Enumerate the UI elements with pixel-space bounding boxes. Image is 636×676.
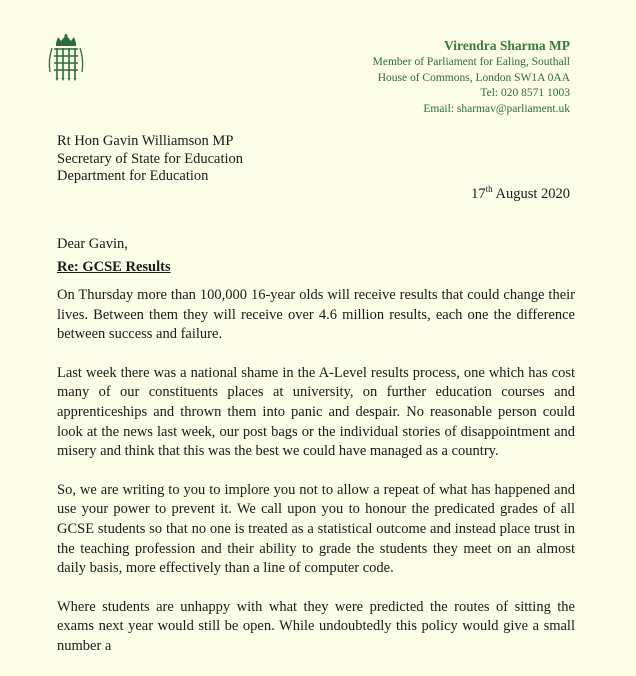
recipient-title: Secretary of State for Education xyxy=(57,150,244,167)
body-paragraph: Last week there was a national shame in the A-Level results process, one which has cost many of our constituents places at university, on further education courses and apprenticeships and thrown them into panic and despair. No reasonable person could look at the news last week, our post bags or the individual stories of disappointment and misery and think that this was the best we could have managed as a country. xyxy=(57,364,575,460)
sender-address: House of Commons, London SW1A 0AA xyxy=(377,71,570,84)
sender-email: Email: sharmav@parliament.uk xyxy=(423,102,570,115)
date-day: 17 xyxy=(471,186,486,202)
letter-body xyxy=(57,286,575,676)
body-paragraph: On Thursday more than 100,000 16-year olds will receive results that could change their lives. Between them they will receive over 4.6 million results, each one the difference between success and failure. xyxy=(57,287,575,343)
recipient-name: Rt Hon Gavin Williamson MP xyxy=(57,133,234,149)
sender-name: Virendra Sharma MP xyxy=(444,38,570,53)
recipient-department: Department for Education xyxy=(57,168,209,184)
letter-date xyxy=(471,186,570,203)
subject-line: Re: GCSE Results xyxy=(57,259,171,275)
body-paragraph: Where students are unhappy with what they were predicted the routes of sitting the exams next year would still be open. While undoubtedly this policy would give a small number a xyxy=(57,598,575,654)
sender-tel: Tel: 020 8571 1003 xyxy=(480,87,570,99)
recipient-block xyxy=(57,133,243,186)
date-suffix: th xyxy=(485,184,493,195)
body-paragraph: So, we are writing to you to implore you not to allow a repeat of what has happened and use your power to prevent it. We call upon you to honour the predicated grades of all GCSE students so that no one is treated as a statistical outcome and instead place trust in the teaching profession and their ability to grade the students they meet on an almost daily basis, more effectively than a line of computer code. xyxy=(57,481,575,577)
sender-block xyxy=(373,36,570,117)
date-rest: August 2020 xyxy=(492,186,570,202)
salutation: Dear Gavin, xyxy=(57,236,128,252)
portcullis-icon xyxy=(46,34,86,82)
sender-role: Member of Parliament for Ealing, Southall xyxy=(372,56,570,68)
